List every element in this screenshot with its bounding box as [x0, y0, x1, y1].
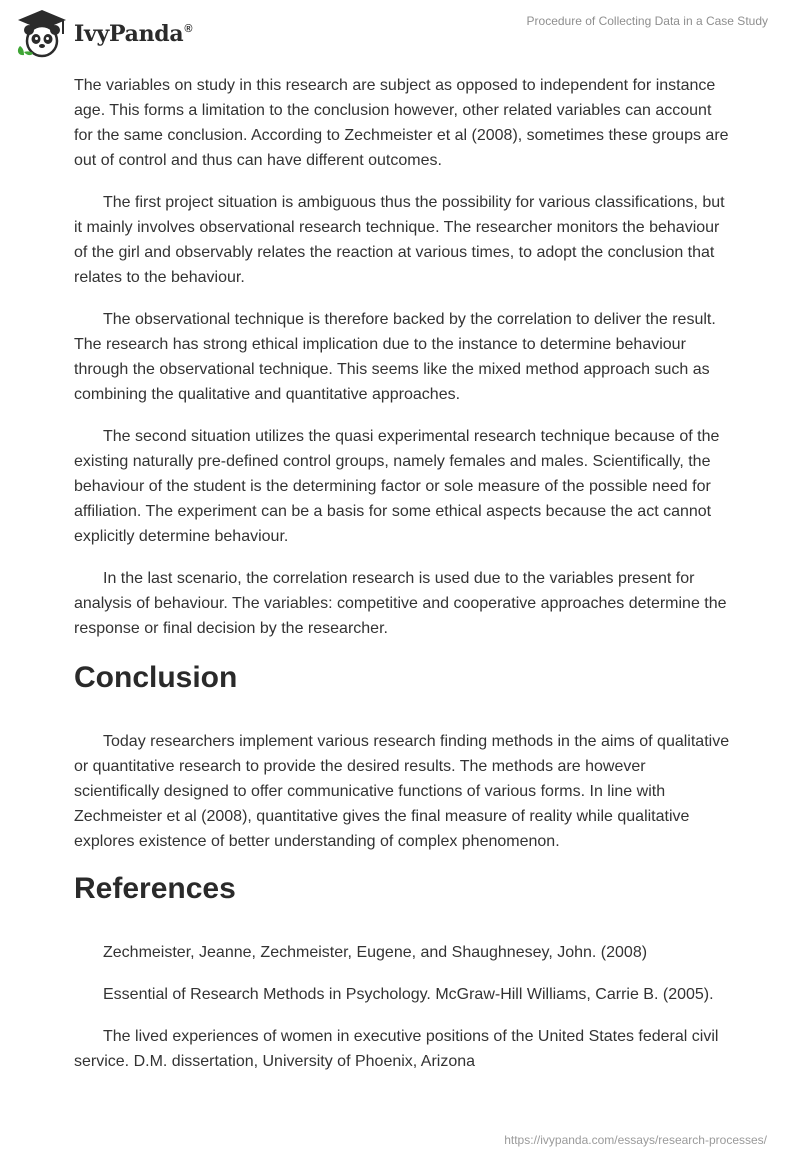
article-content [74, 73, 734, 1091]
conclusion-paragraph: Today researchers implement various research finding methods in the aims of qualitative or quantitative research to provide the desired results. The methods are however scientifically designed to offer communicative functions of various forms. In line with Zechmeister et al (2008), quantitative gives the final measure of reality while qualitative explores existence of better understanding of complex phenomenon. [74, 733, 730, 850]
paragraph: The variables on study in this research are subject as opposed to independent for instance age. This forms a limitation to the conclusion however, other related variables can account for the same conclusion. According to Zechmeister et al (2008), sometimes these groups are out of control and thus can have different outcomes. [74, 77, 729, 169]
paragraph: The second situation utilizes the quasi experimental research technique because of the existing naturally pre-defined control groups, namely females and males. Scientifically, the behaviour of the student is the determining factor or sole measure of the possible need for affiliation. The experiment can be a basis for some ethical aspects because the act cannot explicitly determine behaviour. [74, 428, 720, 545]
source-url[interactable]: https://ivypanda.com/essays/research-processes/ [504, 1133, 767, 1147]
reference-item: Zechmeister, Jeanne, Zechmeister, Eugene, and Shaughnesey, John. (2008) [103, 944, 648, 961]
panda-graduate-icon [14, 8, 70, 60]
paragraph: In the last scenario, the correlation research is used due to the variables present for analysis of behaviour. The variables: competitive and cooperative approaches determine the response or final decision by the researcher. [74, 570, 727, 637]
document-title: Procedure of Collecting Data in a Case Study [526, 14, 768, 28]
paragraph: The first project situation is ambiguous thus the possibility for various classifications, but it mainly involves observational research technique. The researcher monitors the behaviour of the girl and observably relates the reaction at various times, to adopt the conclusion that relates to the behaviour. [74, 194, 725, 286]
conclusion-heading: Conclusion [74, 661, 238, 694]
page-header [0, 0, 800, 66]
paragraph: The observational technique is therefore backed by the correlation to deliver the result. The research has strong ethical implication due to the instance to determine behaviour through the observational technique. This seems like the mixed method approach such as combining the qualitative and quantitative approaches. [74, 311, 716, 403]
ivypanda-logo[interactable] [14, 8, 192, 60]
references-heading: References [74, 872, 236, 905]
brand-name: IvyPanda® [74, 21, 193, 47]
reference-item: The lived experiences of women in executive positions of the United States federal civil service. D.M. dissertation, University of Phoenix, Arizona [74, 1028, 719, 1070]
reference-item: Essential of Research Methods in Psychology. McGraw-Hill Williams, Carrie B. (2005). [103, 986, 714, 1003]
